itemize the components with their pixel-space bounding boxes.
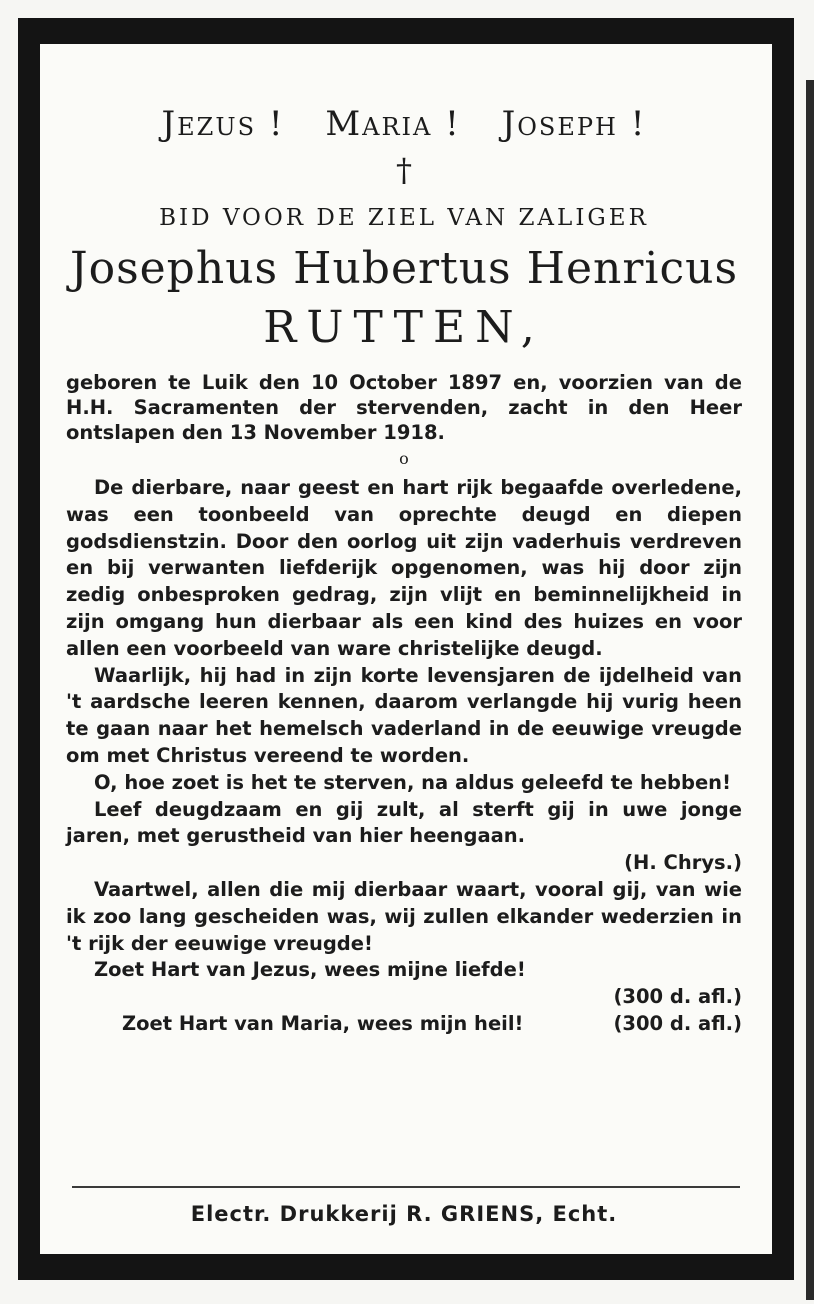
paragraph-5: Vaartwel, allen die mij dierbaar waart, vooral gij, van wie ik zoo lang gescheiden was, wij zullen elkander wederzien in 't rijk der eeuwige vreugde! <box>66 877 742 955</box>
pray-line: BID VOOR DE ZIEL VAN ZALIGER <box>159 205 649 231</box>
divider-rule <box>72 1186 740 1188</box>
separator: o <box>399 449 409 468</box>
paragraph-3: O, hoe zoet is het te sterven, na aldus geleefd te hebben! <box>94 770 731 794</box>
attribution-chrys: (H. Chrys.) <box>624 851 742 875</box>
card-shadow-edge <box>806 80 814 1300</box>
paragraph-6: Zoet Hart van Jezus, wees mijne liefde! <box>94 958 526 982</box>
surname: RUTTEN, <box>263 302 545 353</box>
paragraph-7 <box>66 1011 742 1038</box>
invocation-line <box>66 96 742 152</box>
indulgence-1: (300 d. afl.) <box>613 985 742 1009</box>
prayer-card-content <box>66 96 742 1038</box>
given-names: Josephus Hubertus Henricus <box>69 243 739 294</box>
paragraph-7-text: Zoet Hart van Maria, wees mijn heil! <box>122 1011 524 1035</box>
birth-death-text: geboren te Luik den 10 October 1897 en, voorzien van de H.H. Sacramenten der stervenden, zacht in den Heer ontslapen den 13 November 1918. <box>66 371 742 444</box>
indulgence-2: (300 d. afl.) <box>613 1011 742 1035</box>
paragraph-2: Waarlijk, hij had in zijn korte levensjaren de ijdelheid van 't aardsche leeren kennen, daarom verlangde hij vurig heen te gaan naar het hemelsch vaderland in de eeuwige vreugde om met Christus vereend te worden. <box>66 663 742 767</box>
invocation-jezus: Jezus ! <box>161 104 285 144</box>
invocation-joseph: Joseph ! <box>501 104 647 144</box>
paragraph-4: Leef deugdzaam en gij zult, al sterft gij in uwe jonge jaren, met gerustheid van hier heengaan. <box>66 797 742 848</box>
paragraph-1: De dierbare, naar geest en hart rijk begaafde overledene, was een toonbeeld van oprechte deugd en diepen godsdienstzin. Door den oorlog uit zijn vaderhuis verdreven en bij verwanten liefderijk opgenomen, was hij door zijn zedig onbesproken gedrag, zijn vlijt en beminnelijkheid in zijn omgang hun dierbaar als een kind des huizes en voor allen een voorbeeld van ware christelijke deugd. <box>66 476 742 660</box>
cross-icon: † <box>396 151 412 189</box>
invocation-maria: Maria ! <box>325 104 461 144</box>
printer-credit: Electr. Drukkerij R. GRIENS, Echt. <box>190 1202 618 1226</box>
eulogy-text <box>66 475 742 1038</box>
